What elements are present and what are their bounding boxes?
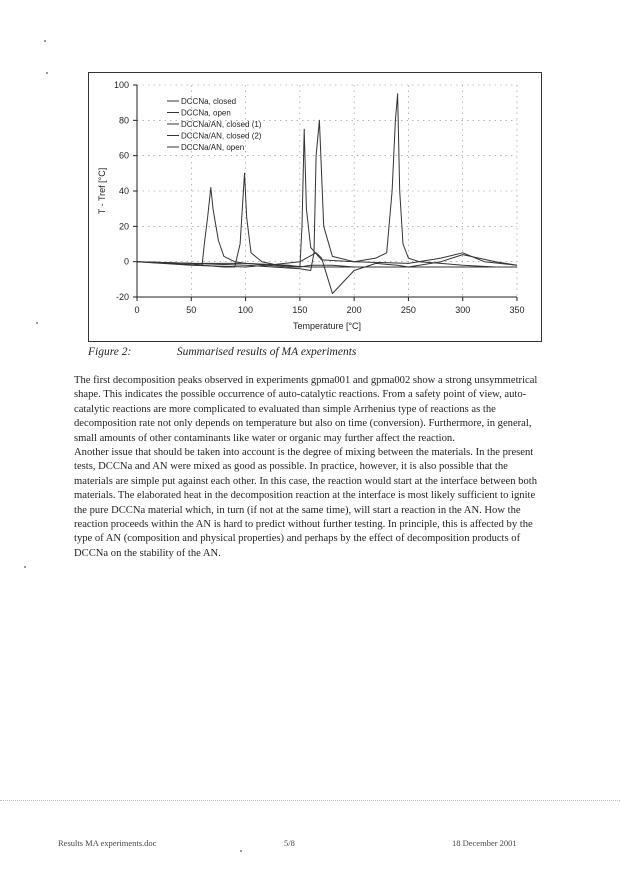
scan-speck [24,566,26,568]
y-tick-label: 0 [123,256,129,267]
footer-filename: Results MA experiments.doc [58,838,157,848]
footer-page-number: 5/8 [284,838,295,848]
footer-divider [0,800,620,803]
scan-speck [36,322,38,324]
decomposition-chart [89,73,541,341]
body-text [74,374,540,561]
y-tick-label: 80 [118,115,129,126]
legend-label: DCCNa, closed [181,97,237,106]
y-tick-label: 40 [118,186,129,196]
x-tick-label: 300 [455,305,471,315]
series-line-5 [137,253,517,294]
scan-speck [46,72,48,74]
y-tick-label: 60 [118,150,129,161]
figure-frame [88,72,542,342]
x-tick-label: 350 [509,305,525,315]
legend-label: DCCNa/AN, open [181,143,245,152]
figure-caption-text: Summarised results of MA experiments [176,346,357,358]
paragraph-autocatalytic: The first decomposition peaks observed in experiments gpma001 and gpma002 show a strong unsymmetrical shape. This indicates the possible occurrence of auto-catalytic reactions. From a safety point of view, auto-catalytic reactions are more complicated to evaluated than simple Arrhenius type of reactions as the decomposition rate not only depends on temperature but also on time (conversion). Furthermore, in general, small amounts of other contaminants like water or organic may further affect the reaction. [74,375,538,444]
paragraph-mixing: Another issue that should be taken into account is the degree of mixing between the materials. In the present tests, DCCNa and AN were mixed as good as possible. In practice, however, it is also possible that the materials are simple put against each other. In this case, the reaction would start at the interface between both materials. The elaborated heat in the decomposition reaction at the interface is most likely sufficient to ignite the pure DCCNa material which, in turn (if not at the same time), will start a reaction in the AN. How the reaction proceeds within the AN is hard to predict without further testing. In principle, this is affected by the type of AN (composition and physical properties) and perhaps by the effect of decomposition products of DCCNa on the stability of the AN. [74,447,538,559]
x-tick-label: 100 [238,305,254,315]
x-tick-label: 150 [292,305,308,315]
footer-date: 18 December 2001 [452,838,517,848]
x-tick-label: 50 [186,305,197,315]
x-tick-label: 250 [400,305,416,315]
figure-caption [88,346,356,358]
y-tick-label: 100 [113,80,129,90]
scan-speck [44,40,46,42]
y-tick-label: 20 [118,221,129,232]
x-axis-label: Temperature [°C] [292,321,362,331]
legend-label: DCCNa/AN, closed (1) [181,120,262,129]
y-axis-label: T - Tref [°C] [97,167,107,215]
legend-label: DCCNa/AN, closed (2) [181,131,262,141]
scan-speck [240,850,242,852]
figure-number: Figure 2: [88,346,132,358]
x-tick-label: 200 [346,305,362,315]
x-tick-label: 0 [134,305,140,315]
legend-label: DCCNa, open [181,108,231,118]
y-tick-label: -20 [115,292,129,302]
